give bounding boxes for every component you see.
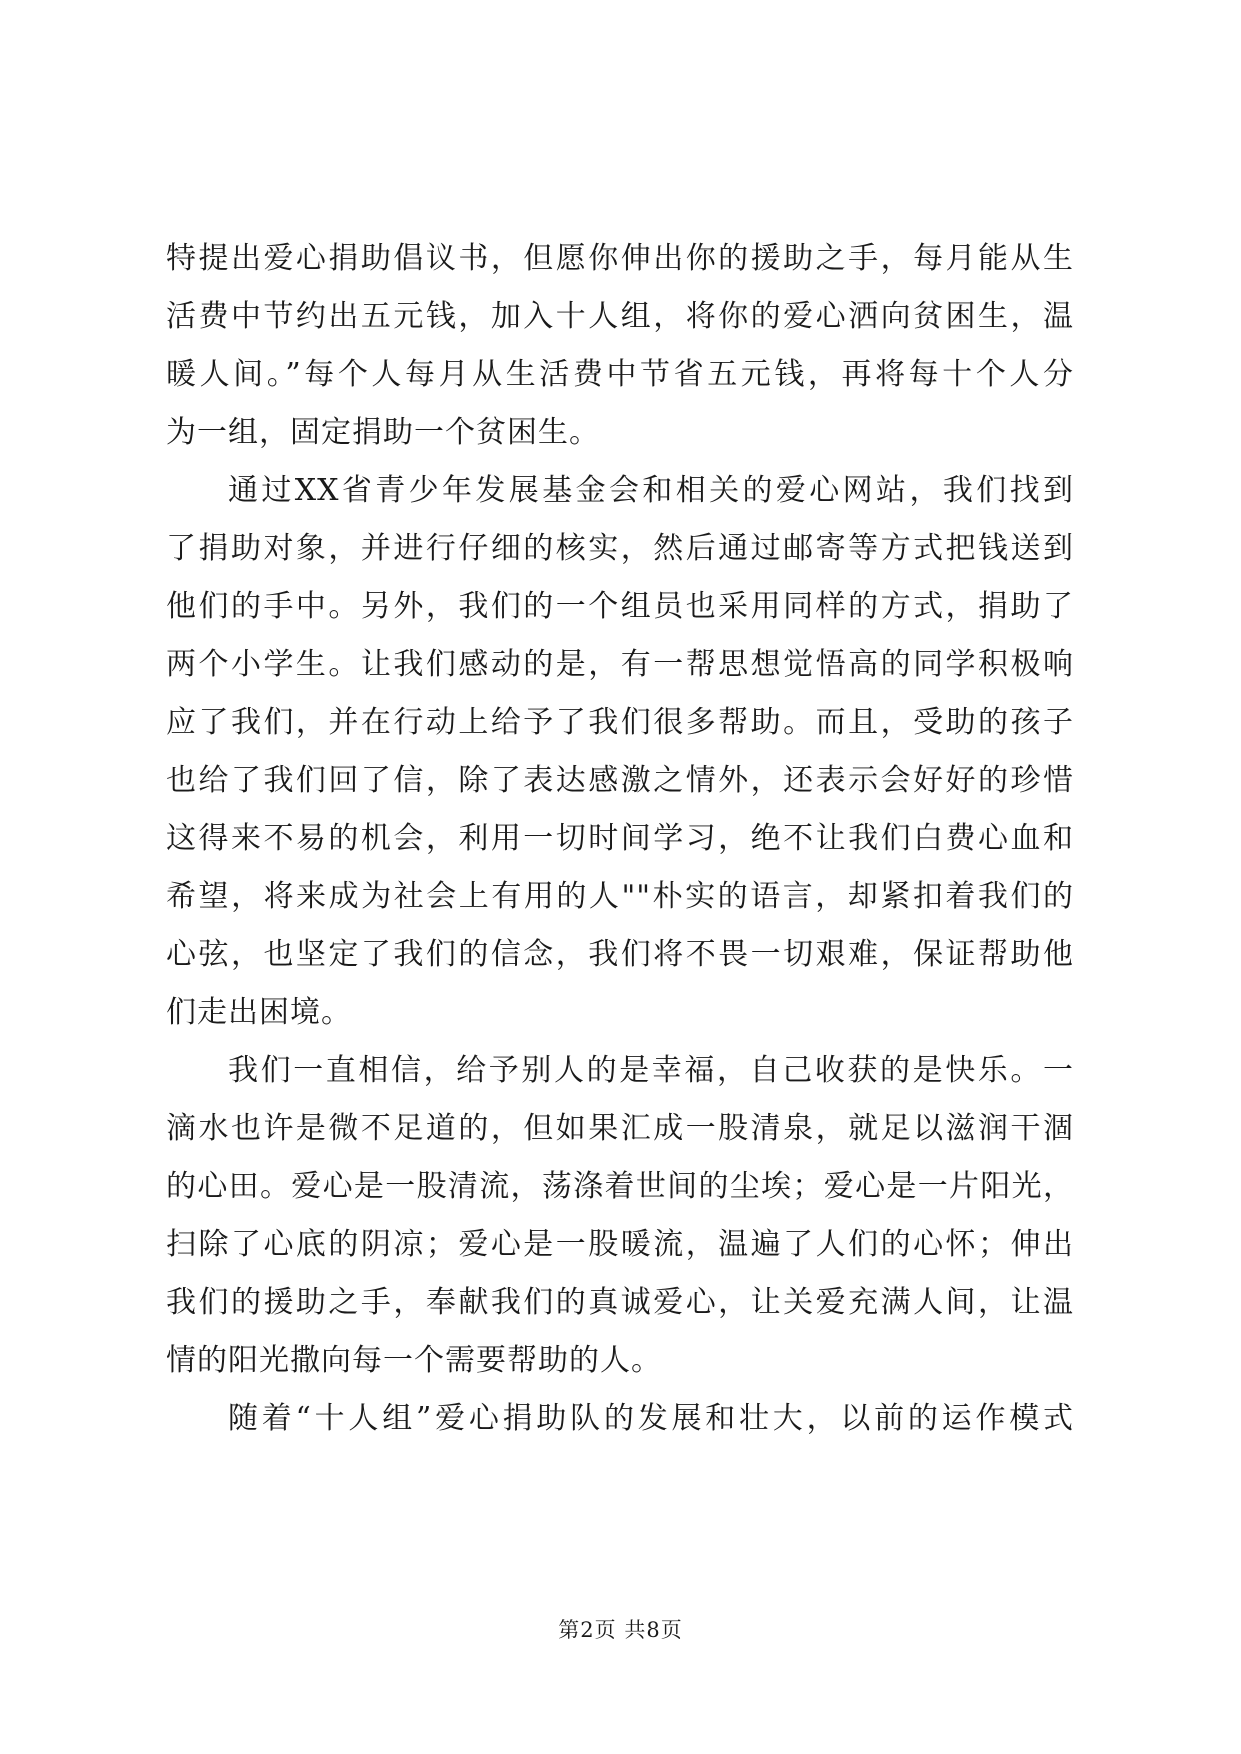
text-line: 心弦，也坚定了我们的信念，我们将不畏一切艰难，保证帮助他 (166, 937, 1074, 972)
text-line: 这得来不易的机会，利用一切时间学习，绝不让我们白费心血和 (166, 821, 1074, 856)
text-line: 情的阳光撒向每一个需要帮助的人。 (166, 1343, 662, 1378)
paragraph-4 (166, 1390, 1074, 1448)
text-line: 活费中节约出五元钱，加入十人组，将你的爱心洒向贫困生，温 (166, 299, 1074, 334)
text-line: 扫除了心底的阴凉；爱心是一股暖流，温遍了人们的心怀；伸出 (166, 1227, 1074, 1262)
page-number-footer: 第2页 共8页 (558, 1618, 683, 1642)
text-line: 我们一直相信，给予别人的是幸福，自己收获的是快乐。一 (228, 1053, 1074, 1088)
text-line: 为一组，固定捐助一个贫困生。 (166, 415, 600, 450)
text-line: 的心田。爱心是一股清流，荡涤着世间的尘埃；爱心是一片阳光， (166, 1169, 1074, 1204)
text-line: 暖人间。”每个人每月从生活费中节省五元钱，再将每十个人分 (166, 357, 1074, 392)
text-line: 他们的手中。另外，我们的一个组员也采用同样的方式，捐助了 (166, 589, 1074, 624)
paragraph-2 (166, 462, 1074, 1042)
text-line: 我们的援助之手，奉献我们的真诚爱心，让关爱充满人间，让温 (166, 1285, 1074, 1320)
paragraph-3 (166, 1042, 1074, 1390)
document-body (166, 230, 1074, 1448)
paragraph-1 (166, 230, 1074, 462)
text-line: 特提出爱心捐助倡议书，但愿你伸出你的援助之手，每月能从生 (166, 241, 1074, 276)
text-line: 希望，将来成为社会上有用的人""朴实的语言，却紧扣着我们的 (166, 879, 1074, 914)
text-line: 也给了我们回了信，除了表达感激之情外，还表示会好好的珍惜 (166, 763, 1074, 798)
text-line: 两个小学生。让我们感动的是，有一帮思想觉悟高的同学积极响 (166, 647, 1074, 682)
text-line: 应了我们，并在行动上给予了我们很多帮助。而且，受助的孩子 (166, 705, 1074, 740)
text-line: 们走出困境。 (166, 995, 352, 1030)
text-line: 滴水也许是微不足道的，但如果汇成一股清泉，就足以滋润干涸 (166, 1111, 1074, 1146)
text-line: 随着“十人组”爱心捐助队的发展和壮大，以前的运作模式 (228, 1401, 1074, 1436)
text-line: 了捐助对象，并进行仔细的核实，然后通过邮寄等方式把钱送到 (166, 531, 1074, 566)
text-line: 通过XX省青少年发展基金会和相关的爱心网站，我们找到 (228, 473, 1074, 508)
